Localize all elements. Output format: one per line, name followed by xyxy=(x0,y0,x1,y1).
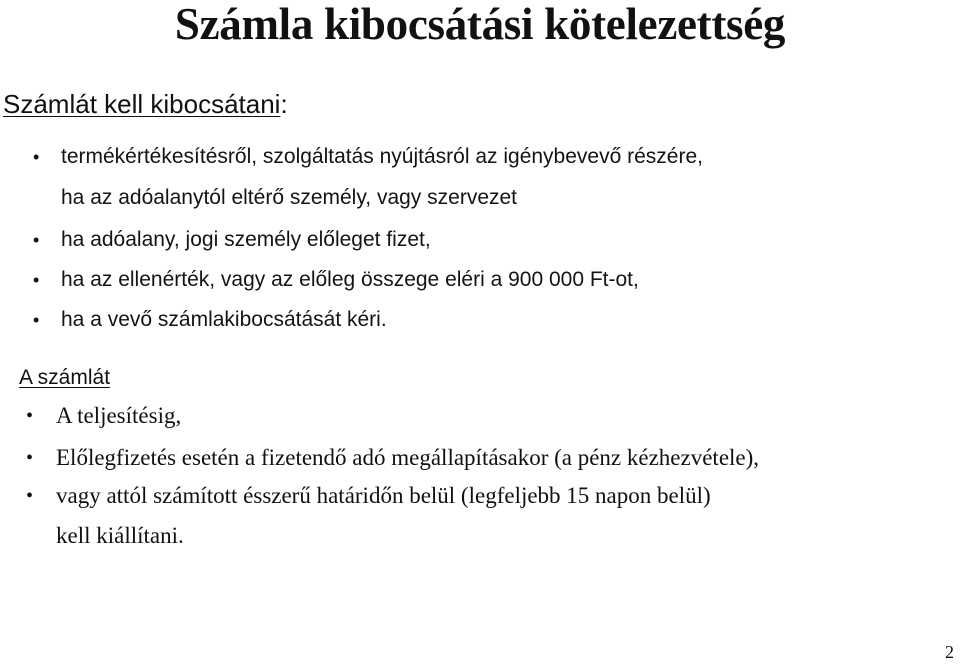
bullet-marker: • xyxy=(26,485,34,507)
list-item: ha az adóalanytól eltérő személy, vagy szervezet xyxy=(61,186,518,209)
list-item: ha az ellenérték, vagy az előleg összege eléri a 900 000 Ft-ot, xyxy=(61,268,639,291)
bullet-marker: • xyxy=(33,147,40,167)
bullet-marker: • xyxy=(33,230,40,250)
list-item: A teljesítésig, xyxy=(56,403,182,428)
list-item: Előlegfizetés esetén a fizetendő adó megállapításakor (a pénz kézhezvétele), xyxy=(56,445,760,470)
page-title: Számla kibocsátási kötelezettség xyxy=(174,0,786,49)
bullet-marker: • xyxy=(26,447,34,469)
bullet-marker: • xyxy=(26,405,34,427)
list-item: ha adóalany, jogi személy előleget fizet, xyxy=(61,228,431,251)
bullet-marker: • xyxy=(33,270,40,290)
list-item: vagy attól számított ésszerű határidőn belül (legfeljebb 15 napon belül) xyxy=(56,483,711,508)
list-item: termékértékesítésről, szolgáltatás nyújtásról az igénybevevő részére, xyxy=(61,145,703,168)
list-item-continuation: kell kiállítani. xyxy=(56,523,184,548)
section-heading-colon: : xyxy=(280,89,288,119)
section-heading-text: Számlát kell kibocsátani xyxy=(3,89,281,119)
page-number: 2 xyxy=(945,642,954,662)
list-item: ha a vevő számlakibocsátását kéri. xyxy=(61,308,387,331)
section-heading-a-szamlat: A számlát xyxy=(19,366,111,389)
bullet-marker: • xyxy=(33,310,40,330)
section-heading-szamlat-kell xyxy=(3,89,288,119)
